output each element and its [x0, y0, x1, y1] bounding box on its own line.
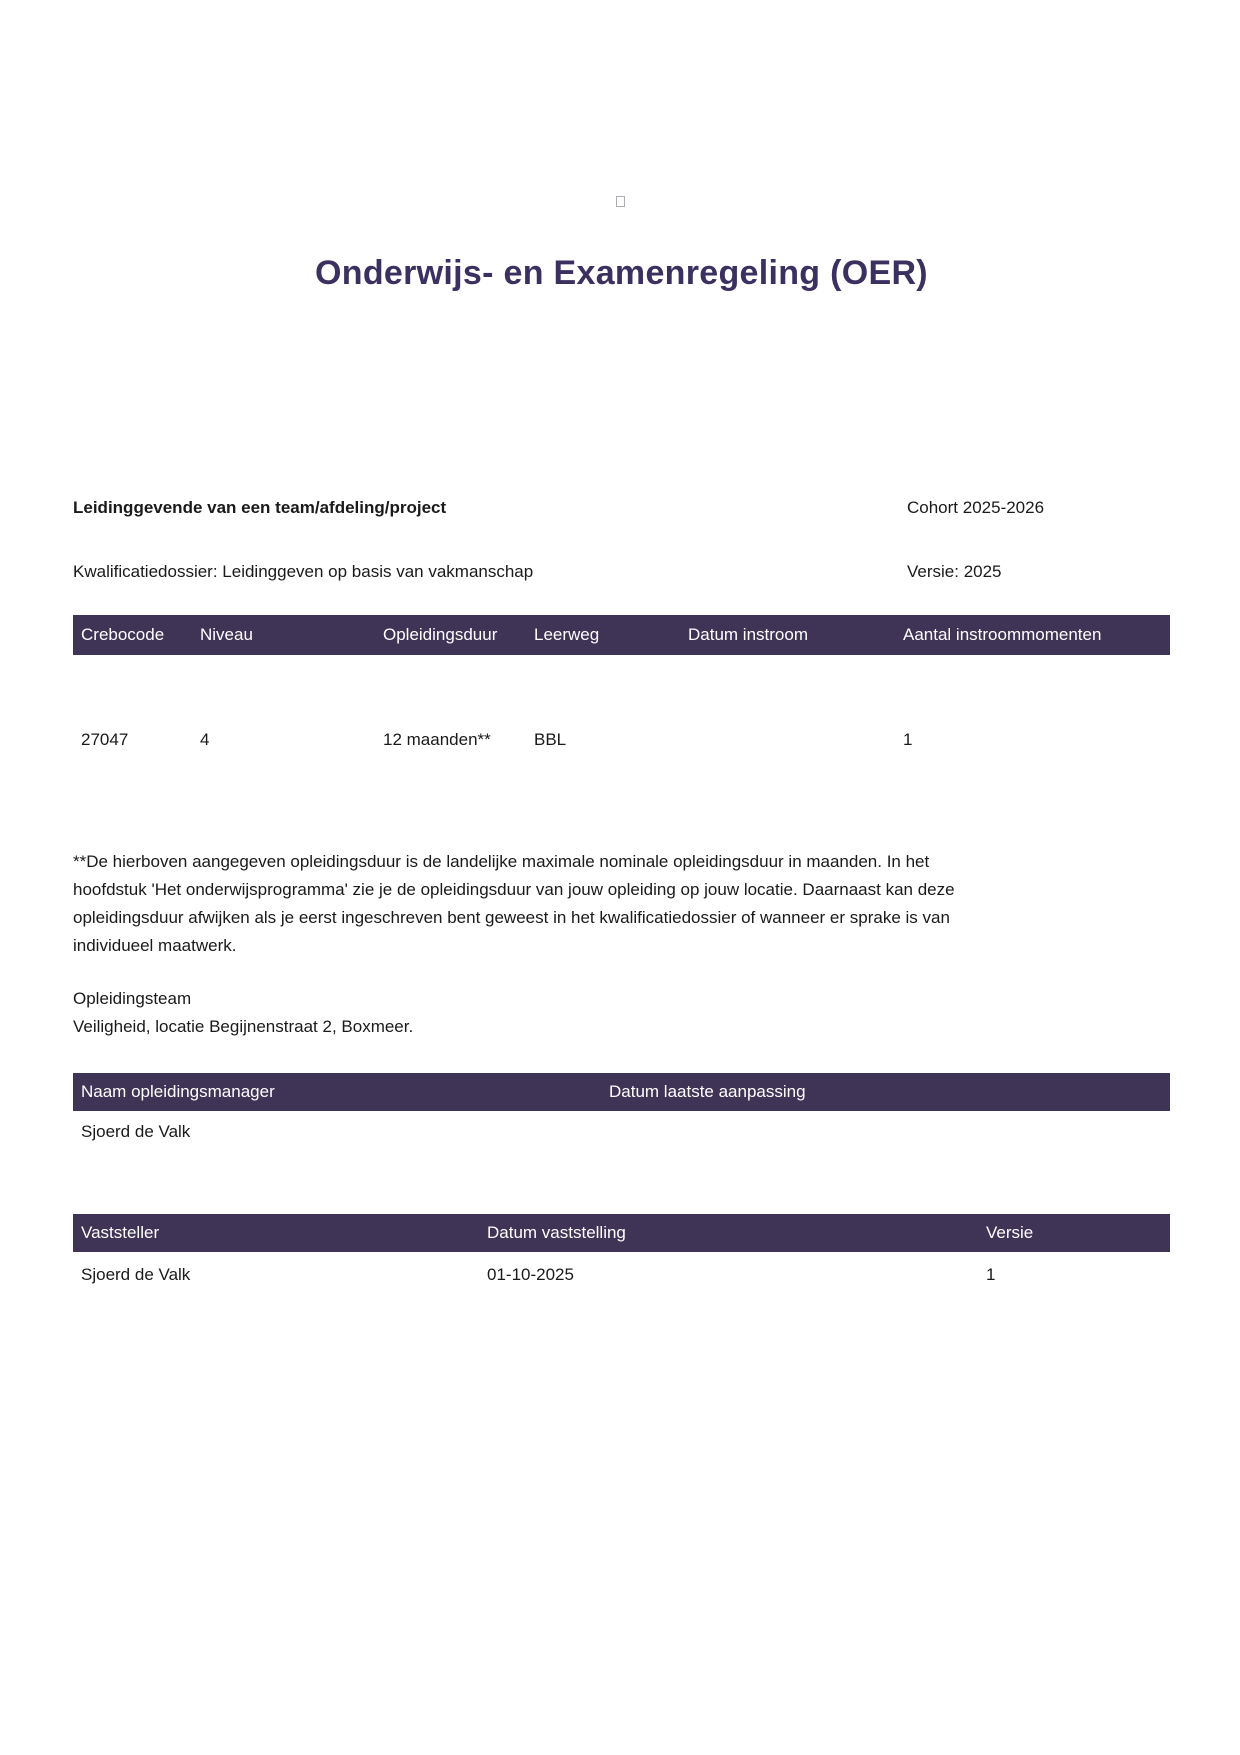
- manager-table: [73, 1073, 1170, 1143]
- vaststelling-table-row: [73, 1252, 1170, 1286]
- page-title: Onderwijs- en Examenregeling (OER): [315, 254, 928, 292]
- program-info-row: [73, 498, 1170, 518]
- crebo-table-row: [73, 729, 1170, 751]
- duration-note-line: hoofdstuk 'Het onderwijsprogramma' zie je de opleidingsduur van jouw opleiding op jouw locatie. Daarnaast kan deze: [73, 880, 955, 899]
- cell-versie: 1: [986, 1265, 996, 1284]
- cell-crebocode: 27047: [81, 730, 129, 749]
- cell-datum-laatste-aanpassing: [601, 1121, 1170, 1143]
- cell-niveau: 4: [200, 730, 210, 749]
- col-header-niveau: Niveau: [200, 625, 253, 644]
- cell-aantal-instroommomenten: 1: [903, 730, 913, 749]
- cell-naam-opleidingsmanager: Sjoerd de Valk: [81, 1122, 191, 1141]
- vaststelling-table-header: [73, 1214, 1170, 1252]
- col-header-datum-vaststelling: Datum vaststelling: [487, 1223, 626, 1242]
- cell-vaststeller: Sjoerd de Valk: [81, 1265, 191, 1284]
- col-header-naam-opleidingsmanager: Naam opleidingsmanager: [81, 1082, 275, 1101]
- manager-table-row: [73, 1111, 1170, 1143]
- duration-note-line: opleidingsduur afwijken als je eerst ingeschreven bent geweest in het kwalificatiedossier of wanneer er sprake is van: [73, 908, 950, 927]
- program-name: Leidinggevende van een team/afdeling/project: [73, 498, 447, 517]
- col-header-versie: Versie: [986, 1223, 1034, 1242]
- duration-note-line: **De hierboven aangegeven opleidingsduur is de landelijke maximale nominale opleidingsduur in maanden. In het: [73, 852, 930, 871]
- kwalificatiedossier-label: Kwalificatiedossier: Leidinggeven op basis van vakmanschap: [73, 562, 534, 581]
- col-header-vaststeller: Vaststeller: [81, 1223, 160, 1242]
- vaststelling-table: [73, 1214, 1170, 1286]
- cell-datum-instroom: [680, 729, 895, 751]
- team-label: Opleidingsteam: [73, 989, 192, 1008]
- col-header-datum-laatste-aanpassing: Datum laatste aanpassing: [609, 1082, 806, 1101]
- duration-note-line: individueel maatwerk.: [73, 936, 237, 955]
- crebo-table: [73, 615, 1170, 751]
- cell-opleidingsduur: 12 maanden**: [383, 730, 491, 749]
- cohort-label: Cohort 2025-2026: [907, 498, 1045, 517]
- crebo-table-header: [73, 615, 1170, 655]
- manager-table-header: [73, 1073, 1170, 1111]
- duration-note: [73, 848, 1170, 960]
- team-block: [73, 985, 1170, 1041]
- col-header-aantal-instroommomenten: Aantal instroommomenten: [903, 625, 1102, 644]
- document-content: [73, 253, 1170, 1286]
- cell-datum-vaststelling: 01-10-2025: [487, 1265, 574, 1284]
- broken-image-icon: [616, 196, 625, 207]
- team-value: Veiligheid, locatie Begijnenstraat 2, Boxmeer.: [73, 1017, 414, 1036]
- col-header-datum-instroom: Datum instroom: [688, 625, 808, 644]
- versie-label: Versie: 2025: [907, 562, 1002, 581]
- col-header-crebocode: Crebocode: [81, 625, 165, 644]
- dossier-info-row: [73, 562, 1170, 582]
- col-header-opleidingsduur: Opleidingsduur: [383, 625, 498, 644]
- cell-leerweg: BBL: [534, 730, 567, 749]
- col-header-leerweg: Leerweg: [534, 625, 600, 644]
